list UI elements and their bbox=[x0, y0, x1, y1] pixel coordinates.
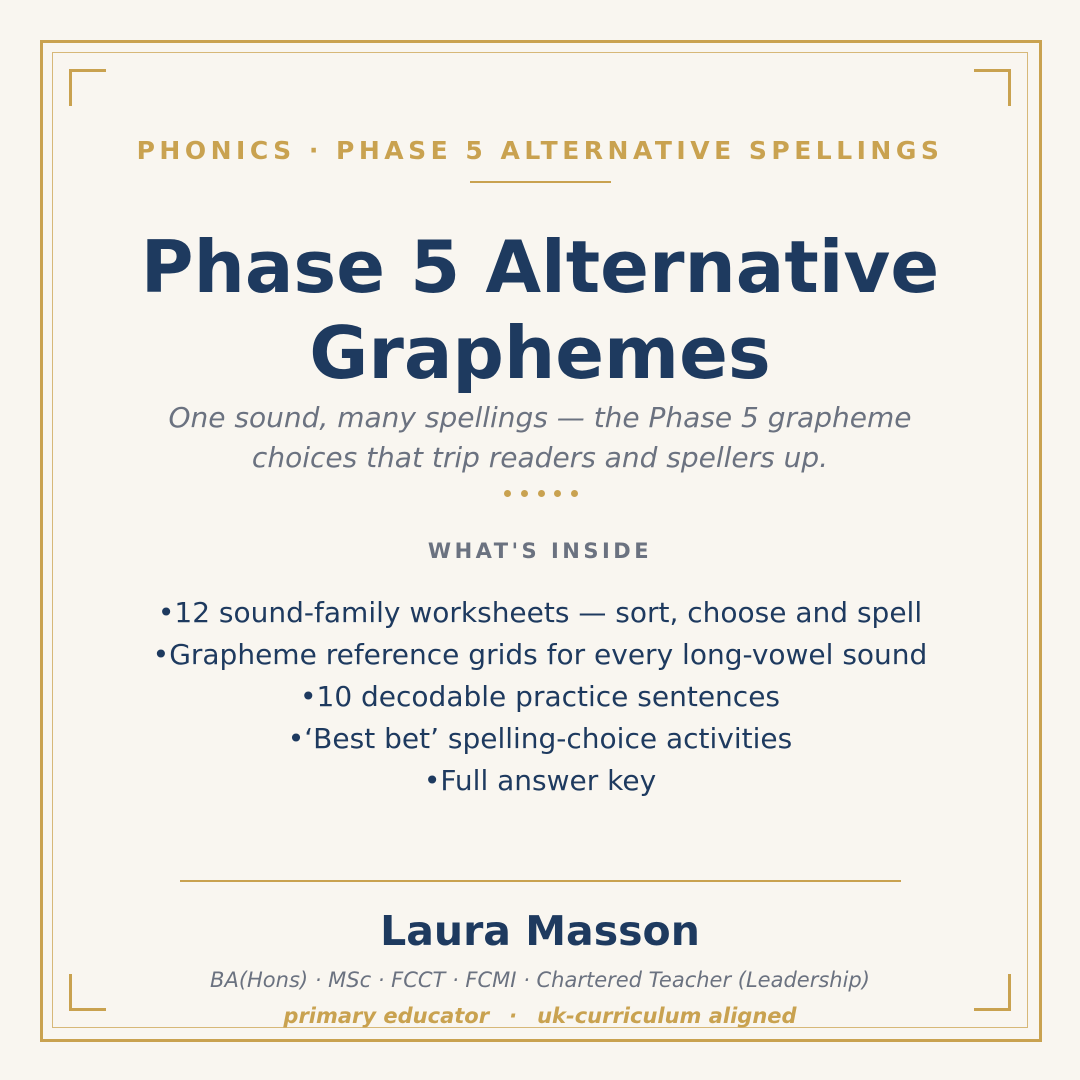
title-line-2: Graphemes bbox=[309, 311, 771, 395]
subtitle: One sound, many spellings — the Phase 5 grapheme choices that trip readers and spellers up. bbox=[168, 401, 912, 474]
corner-ornament-top-right bbox=[974, 69, 1011, 106]
feature-item: • 12 sound-family worksheets — sort, choose and spell bbox=[110, 592, 970, 634]
author-tags bbox=[0, 1002, 1080, 1030]
corner-ornament-top-left bbox=[69, 69, 106, 106]
tag-curriculum: uk-curriculum aligned bbox=[537, 1004, 797, 1028]
feature-item: • ‘Best bet’ spelling-choice activities bbox=[110, 718, 970, 760]
divider-dot bbox=[504, 490, 511, 497]
page-title bbox=[0, 224, 1080, 396]
author-name: Laura Masson bbox=[380, 907, 700, 955]
eyebrow-label: PHONICS · PHASE 5 ALTERNATIVE SPELLINGS bbox=[136, 136, 944, 165]
title-line-1: Phase 5 Alternative bbox=[140, 225, 940, 309]
eyebrow-divider bbox=[470, 181, 611, 183]
divider-dot bbox=[554, 490, 561, 497]
dot-divider bbox=[504, 490, 578, 498]
feature-item: • Grapheme reference grids for every long-vowel sound bbox=[110, 634, 970, 676]
feature-item: • Full answer key bbox=[110, 760, 970, 802]
tag-primary-educator: primary educator bbox=[283, 1004, 490, 1028]
feature-item: • 10 decodable practice sentences bbox=[110, 676, 970, 718]
feature-list bbox=[110, 592, 970, 802]
tag-separator: · bbox=[509, 1004, 518, 1028]
divider-dot bbox=[538, 490, 545, 497]
divider-dot bbox=[571, 490, 578, 497]
author-credentials: BA(Hons) · MSc · FCCT · FCMI · Chartered Teacher (Leadership) bbox=[210, 968, 870, 992]
divider-dot bbox=[521, 490, 528, 497]
section-heading: WHAT'S INSIDE bbox=[427, 539, 653, 563]
bottom-divider bbox=[180, 880, 901, 882]
